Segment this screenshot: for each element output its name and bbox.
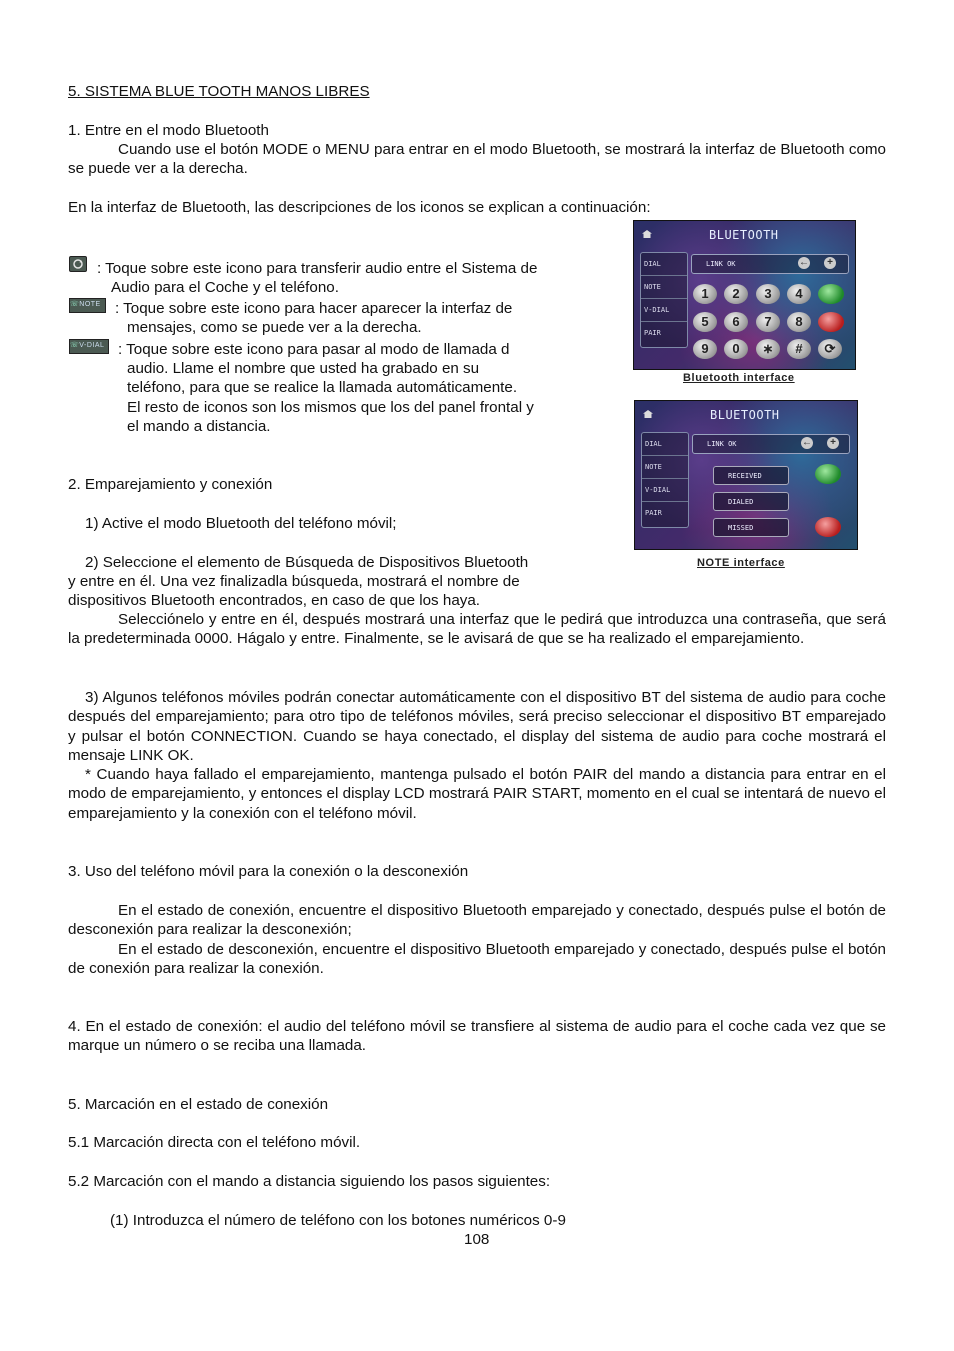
home-icon: [642, 230, 652, 238]
back-icon: ←: [802, 437, 812, 448]
bluetooth-interface-screenshot: [633, 220, 856, 370]
section-1-paragraph-2: En la interfaz de Bluetooth, las descripciones de los iconos se explican a continuación:: [68, 199, 651, 216]
note-interface-caption: NOTE interface: [697, 557, 785, 569]
section-3-heading: 3. Uso del teléfono móvil para la conexión o la desconexión: [68, 863, 469, 880]
icon3-desc-line4: El resto de iconos son los mismos que los del panel frontal y: [127, 399, 534, 416]
audio-transfer-icon: [69, 256, 87, 272]
v-dial-icon: ☏V-DIAL: [69, 339, 109, 354]
section-2-heading: 2. Emparejamiento y conexión: [68, 476, 273, 493]
call-icon: [818, 284, 844, 304]
key-star: ∗: [756, 339, 780, 359]
screen-side-menu: [640, 252, 688, 348]
key-9: 9: [693, 339, 717, 359]
section-2-step-2-line1: 2) Seleccione el elemento de Búsqueda de Dispositivos Bluetooth: [85, 554, 529, 571]
key-2: 2: [724, 284, 748, 304]
side-item-dial: DIAL: [642, 433, 688, 456]
side-item-note: NOTE: [642, 456, 688, 479]
side-item-pair: PAIR: [644, 329, 661, 337]
home-icon: [643, 410, 653, 418]
section-2-note: * Cuando haya fallado el emparejamiento, mantenga pulsado el botón PAIR del mando a distancia para entrar en el modo de emparejamiento, y entonces el display LCD mostrará PAIR START, momento en el cual se intentará de nuevo el emparejamiento y la conexión con el teléfono móvil.: [68, 766, 886, 822]
key-4: 4: [787, 284, 811, 304]
section-2-paragraph-3: Selecciónelo y entre en él, después mostrará una interfaz que le pedirá que introduzca una contraseña, que será la predeterminada 0000. Hágalo y entre. Finalmente, se le avisará de que se ha realizado el emparejamiento.: [68, 611, 886, 648]
section-4-paragraph: 4. En el estado de conexión: el audio del teléfono móvil se transfiere al sistema de audio para el coche cada vez que se marque un número o se reciba una llamada.: [68, 1018, 886, 1055]
icon3-desc-line2: audio. Llame el nombre que usted ha grabado en su: [127, 360, 480, 377]
section-2-step-2-line2: y entre en él. Una vez finalizadla búsqueda, mostrará el nombre de: [68, 573, 520, 590]
dialed-button: DIALED: [713, 492, 789, 511]
section-5-2: 5.2 Marcación con el mando a distancia siguiendo los pasos siguientes:: [68, 1173, 551, 1190]
key-6: 6: [724, 312, 748, 332]
section-5-2-step-1: (1) Introduzca el número de teléfono con los botones numéricos 0-9: [110, 1212, 566, 1229]
icon3-desc-line1: : Toque sobre este icono para pasar al modo de llamada d: [118, 341, 510, 358]
screen-title: BLUETOOTH: [709, 228, 779, 242]
side-item-pair: PAIR: [645, 509, 662, 517]
back-icon: ←: [799, 257, 809, 268]
section-5-heading: 5. Marcación en el estado de conexión: [68, 1096, 329, 1113]
key-5: 5: [693, 312, 717, 332]
transfer-icon: ⟳: [818, 339, 842, 359]
hang-up-icon: [815, 517, 841, 537]
note-icon: ☏NOTE: [69, 298, 106, 313]
icon2-desc-line2: mensajes, como se puede ver a la derecha.: [127, 319, 422, 336]
plus-icon: +: [827, 437, 839, 449]
section-3-paragraph-1: En el estado de conexión, encuentre el dispositivo Bluetooth emparejado y conectado, después pulse el botón de desconexión para realizar la desconexión;: [68, 902, 886, 939]
key-8: 8: [787, 312, 811, 332]
bluetooth-interface-caption: Bluetooth interface: [683, 372, 795, 384]
plus-icon: +: [824, 257, 836, 269]
section-title: 5. SISTEMA BLUE TOOTH MANOS LIBRES: [68, 83, 370, 100]
side-item-note: NOTE: [641, 276, 687, 299]
icon3-desc-line5: el mando a distancia.: [127, 418, 271, 435]
icon1-desc-line1: : Toque sobre este icono para transferir audio entre el Sistema de: [97, 260, 538, 277]
side-item-v-dial: V-DIAL: [641, 299, 687, 322]
side-item-dial: DIAL: [641, 253, 687, 276]
missed-button: MISSED: [713, 518, 789, 537]
key-3: 3: [756, 284, 780, 304]
link-status-bar: LINK OK: [691, 254, 849, 274]
key-hash: #: [787, 339, 811, 359]
section-2-step-2-line3: dispositivos Bluetooth encontrados, en caso de que los haya.: [68, 592, 481, 609]
section-1-paragraph-1: Cuando use el botón MODE o MENU para entrar en el modo Bluetooth, se mostrará la interfaz de Bluetooth como se puede ver a la derecha.: [68, 141, 886, 178]
section-3-paragraph-2: En el estado de desconexión, encuentre el dispositivo Bluetooth emparejado y conectado, después pulse el botón de conexión para realizar la conexión.: [68, 941, 886, 978]
hang-up-icon: [818, 312, 844, 332]
key-0: 0: [724, 339, 748, 359]
received-button: RECEIVED: [713, 466, 789, 485]
section-2-step-3: 3) Algunos teléfonos móviles podrán conectar automáticamente con el dispositivo BT del sistema de audio para coche después del emparejamiento; para otro tipo de teléfonos móviles, será preciso seleccionar el dispositivo BT emparejado y pulsar el botón CONNECTION. Cuando se haya conectado, el display del sistema de audio para coche mostrará el mensaje LINK OK.: [68, 689, 886, 765]
icon1-desc-line2: Audio para el Coche y el teléfono.: [111, 279, 339, 296]
link-status-bar: LINK OK: [692, 434, 850, 454]
screen-title: BLUETOOTH: [710, 408, 780, 422]
icon2-desc-line1: : Toque sobre este icono para hacer aparecer la interfaz de: [115, 300, 513, 317]
icon3-desc-line3: teléfono, para que se realice la llamada automáticamente.: [127, 379, 518, 396]
section-5-1: 5.1 Marcación directa con el teléfono móvil.: [68, 1134, 361, 1151]
key-1: 1: [693, 284, 717, 304]
section-1-heading: 1. Entre en el modo Bluetooth: [68, 122, 269, 139]
section-2-step-1: 1) Active el modo Bluetooth del teléfono móvil;: [85, 515, 397, 532]
key-7: 7: [756, 312, 780, 332]
side-item-v-dial: V-DIAL: [642, 479, 688, 502]
page-number: 108: [464, 1231, 490, 1248]
